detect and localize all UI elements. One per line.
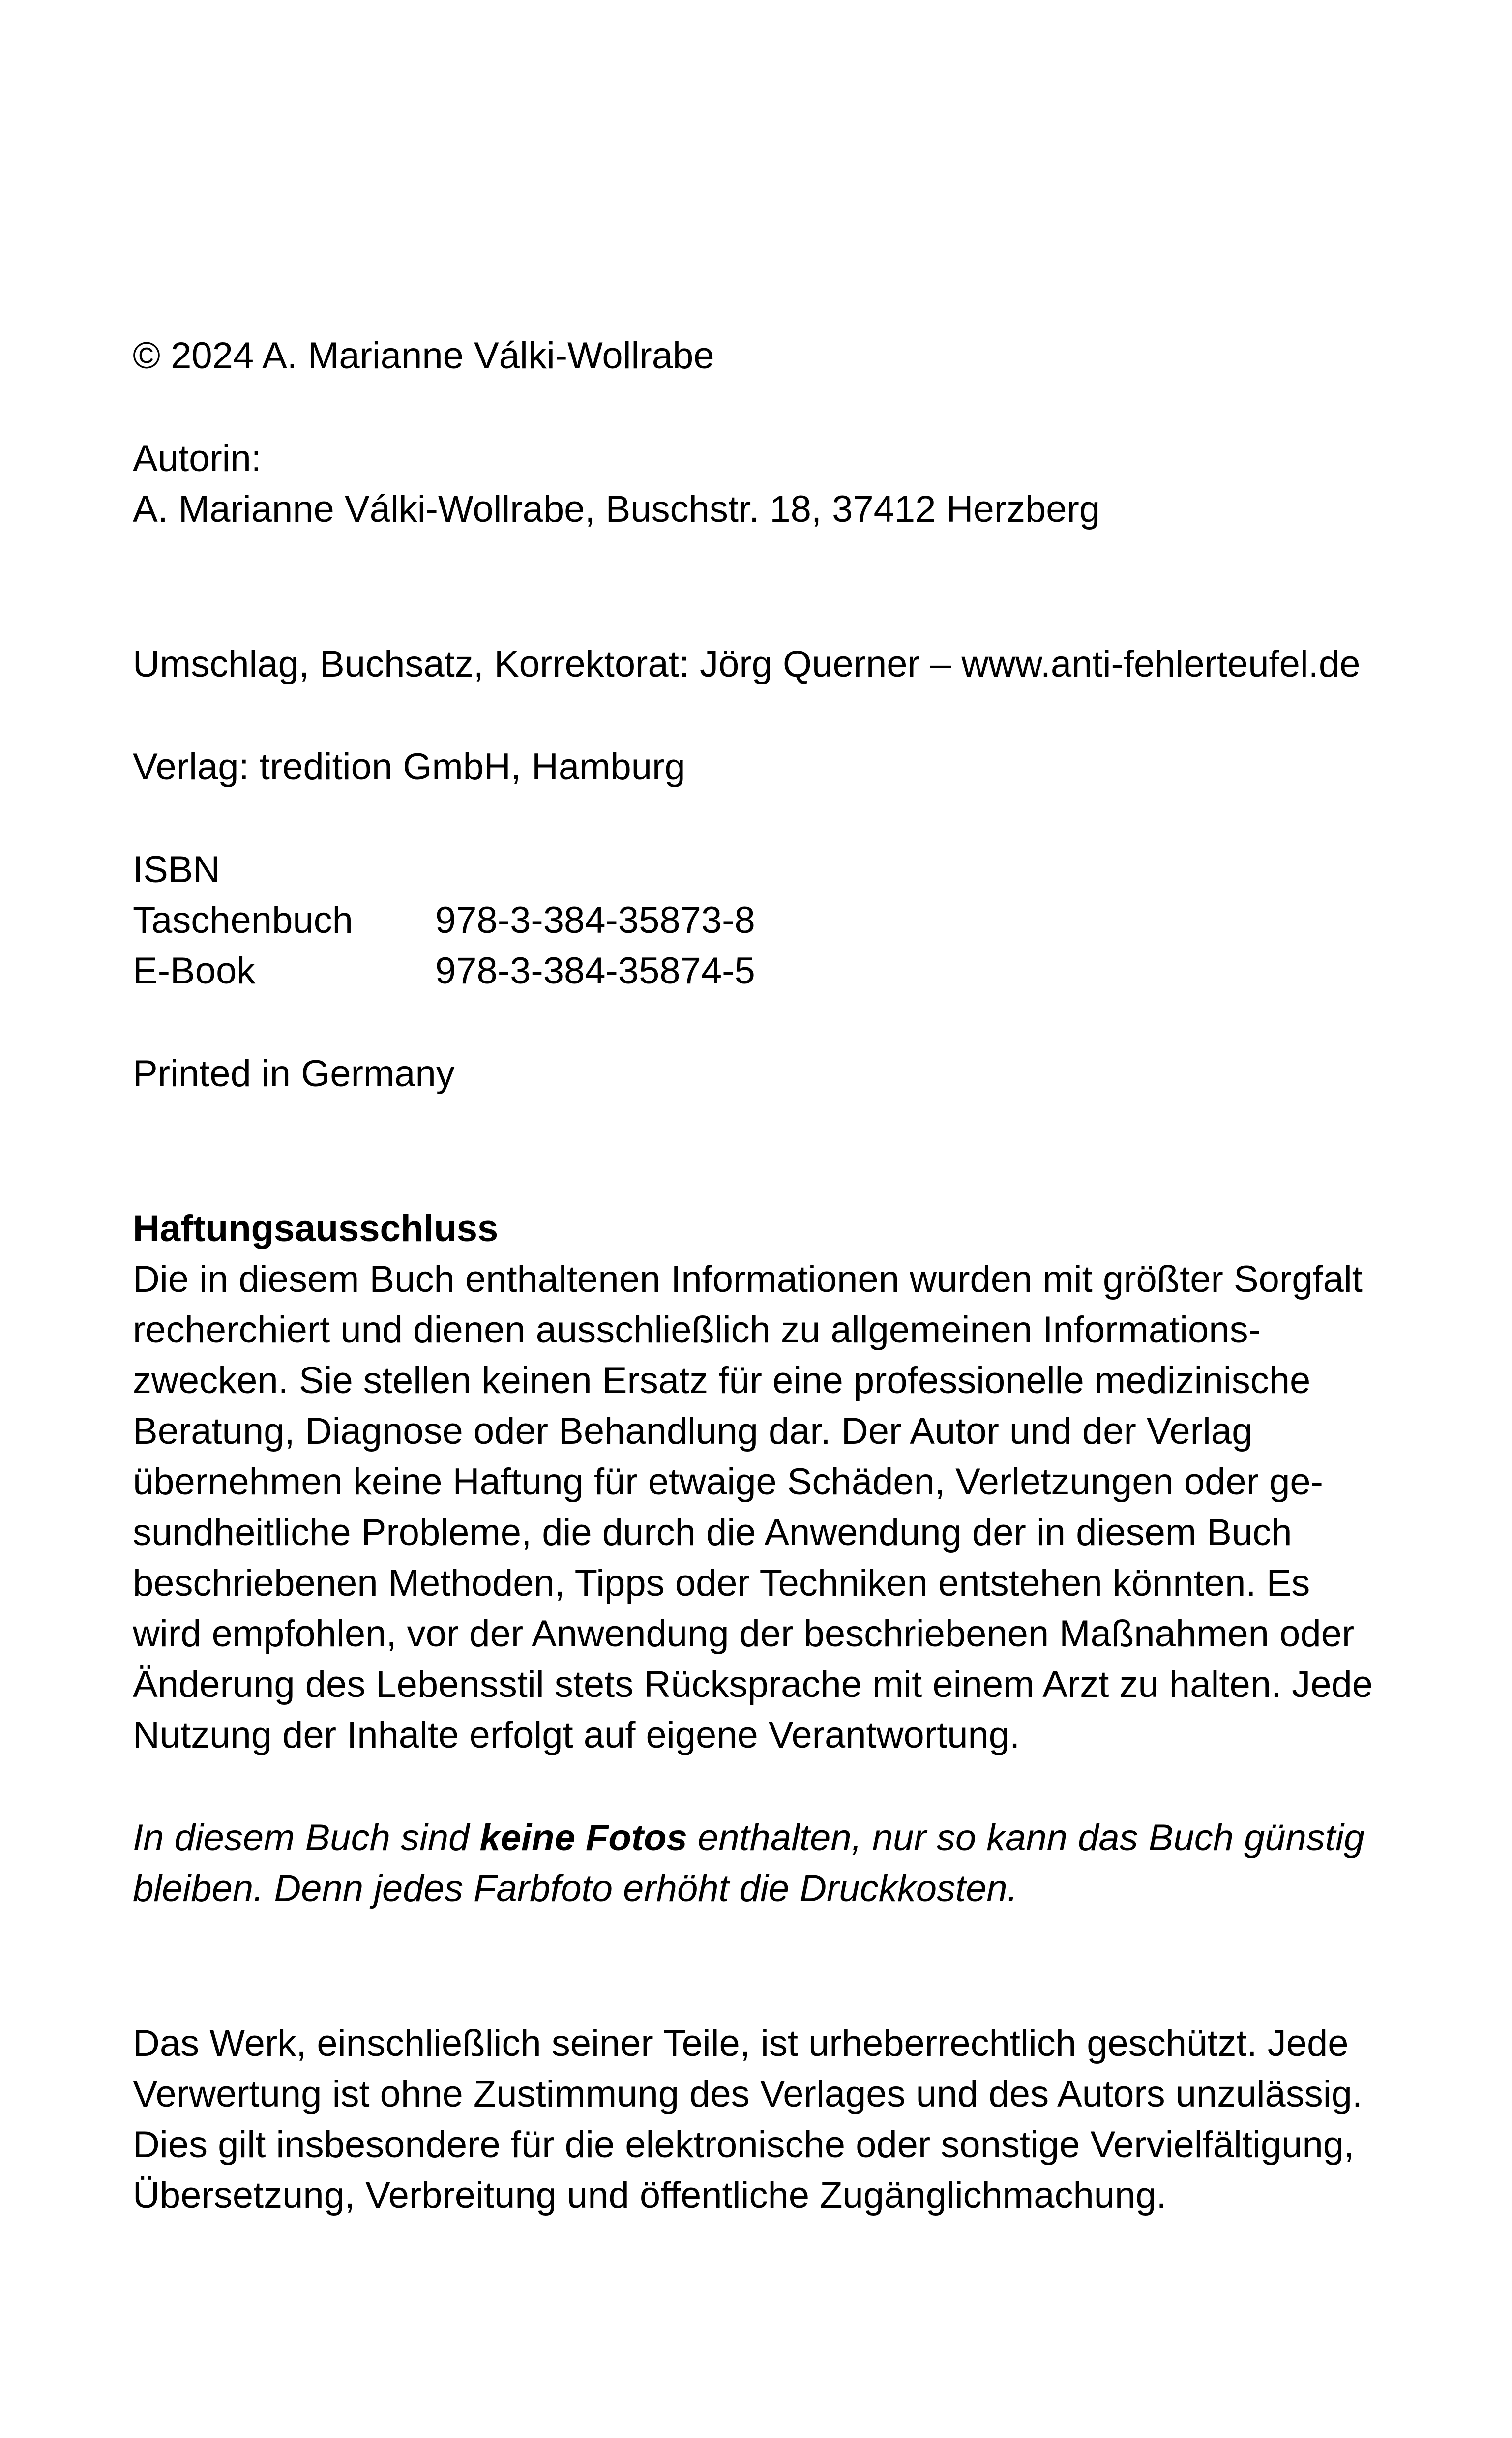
rights-notice-line: Verwertung ist ohne Zustimmung des Verlages und des Autors unzulässig. [133, 2073, 1363, 2115]
disclaimer-line: beschriebenen Methoden, Tipps oder Techniken entstehen könnten. Es [133, 1562, 1310, 1604]
rights-notice-line: Das Werk, einschließlich seiner Teile, ist urheberrechtlich geschützt. Jede [133, 2022, 1349, 2064]
disclaimer-line: sundheitliche Probleme, die durch die Anwendung der in diesem Buch [133, 1512, 1292, 1553]
website-url: www.anti-fehlerteufel.de [961, 643, 1361, 685]
disclaimer-line: wird empfohlen, vor der Anwendung der beschriebenen Maßnahmen oder [133, 1613, 1355, 1655]
credits-line [133, 639, 1379, 689]
disclaimer-line: übernehmen keine Haftung für etwaige Schäden, Verletzungen oder ge- [133, 1461, 1323, 1503]
isbn-number: 978-3-384-35873-8 [435, 899, 755, 941]
rights-notice-line: Übersetzung, Verbreitung und öffentliche Zugänglichmachung. [133, 2174, 1167, 2216]
disclaimer-line: zwecken. Sie stellen keinen Ersatz für eine professionelle medizinische [133, 1360, 1311, 1401]
isbn-format-label: Taschenbuch [133, 899, 353, 941]
photo-note-line-2: bleiben. Denn jedes Farbfoto erhöht die Druckkosten. [133, 1868, 1018, 1909]
photo-note-text: enthalten, nur so kann das Buch günstig [687, 1817, 1365, 1859]
disclaimer-heading: Haftungsausschluss [133, 1208, 499, 1249]
author-label: Autorin: [133, 438, 262, 479]
disclaimer-line: Die in diesem Buch enthaltenen Informationen wurden mit größter Sorgfalt [133, 1258, 1363, 1300]
photo-note-line-1 [133, 1813, 1379, 1863]
copyright-line: © 2024 A. Marianne Válki-Wollrabe [133, 335, 714, 377]
isbn-format-label: E-Book [133, 950, 256, 992]
disclaimer-line: Beratung, Diagnose oder Behandlung dar. Der Autor und der Verlag [133, 1410, 1253, 1452]
isbn-heading: ISBN [133, 849, 220, 891]
disclaimer-line: recherchiert und dienen ausschließlich zu allgemeinen Informations- [133, 1309, 1261, 1351]
publisher-line: Verlag: tredition GmbH, Hamburg [133, 746, 685, 788]
rights-notice-line: Dies gilt insbesondere für die elektronische oder sonstige Vervielfältigung, [133, 2124, 1355, 2166]
printed-in-germany-line: Printed in Germany [133, 1053, 455, 1095]
disclaimer-line: Nutzung der Inhalte erfolgt auf eigene Verantwortung. [133, 1714, 1020, 1756]
isbn-row-ebook [133, 946, 1379, 996]
photo-note-bold-text: keine Fotos [479, 1817, 687, 1859]
isbn-row-paperback [133, 895, 1379, 946]
isbn-number: 978-3-384-35874-5 [435, 950, 755, 992]
author-line: A. Marianne Válki-Wollrabe, Buschstr. 18, 37412 Herzberg [133, 488, 1100, 530]
credits-text: Umschlag, Buchsatz, Korrektorat: Jörg Querner – [133, 643, 962, 685]
disclaimer-line: Änderung des Lebensstil stets Rücksprache mit einem Arzt zu halten. Jede [133, 1664, 1373, 1705]
photo-note-text: In diesem Buch sind [133, 1817, 480, 1859]
